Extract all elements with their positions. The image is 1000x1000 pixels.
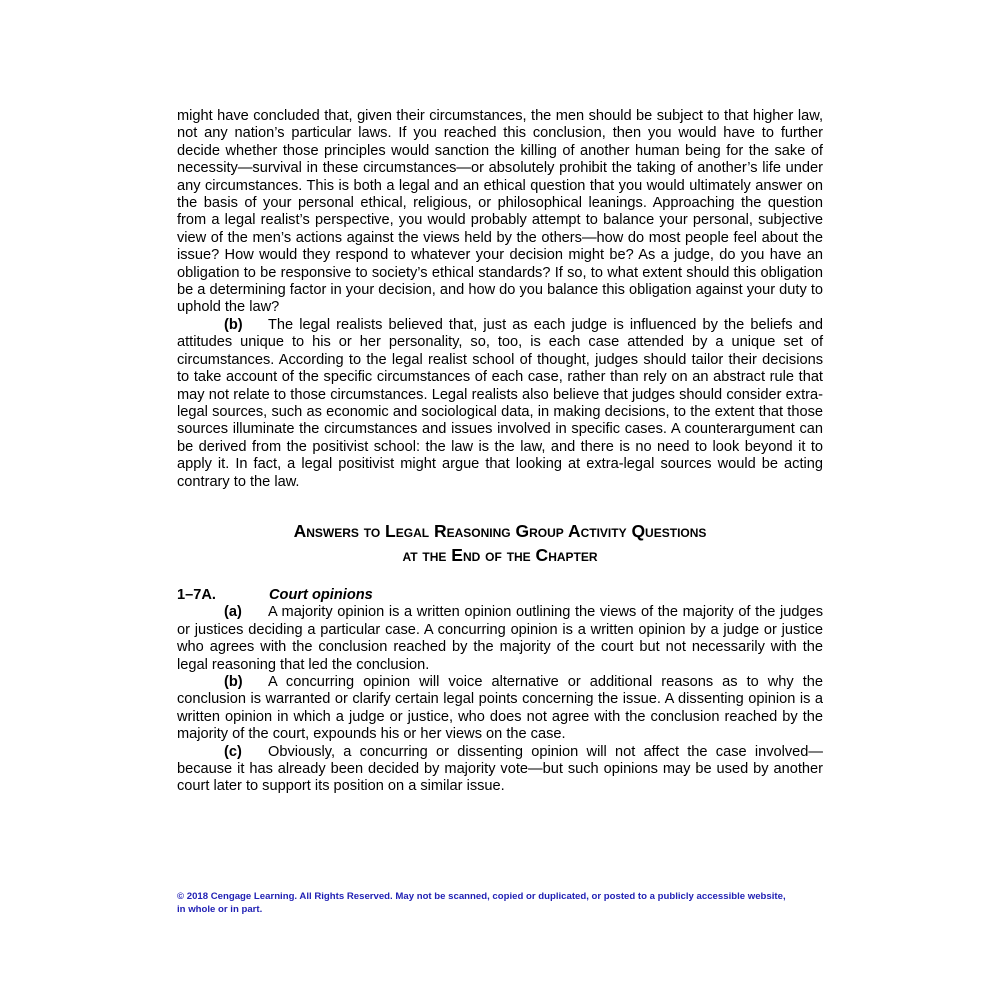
section-heading-line1: Answers to Legal Reasoning Group Activity Questions bbox=[293, 520, 707, 541]
answer-part-a-text: A majority opinion is a written opinion outlining the views of the majority of the judges or justices deciding a particular case. A concurring opinion is a written opinion by a judge or justice who agrees with the conclusion reached by the majority of the court but not necessarily with the legal reasoning that led the conclusion. bbox=[177, 604, 823, 673]
answer-part-c bbox=[177, 744, 823, 796]
answer-part-b-text: A concurring opinion will voice alternative or additional reasons as to why the conclusion is warranted or clarify certain legal points concerning the issue. A dissenting opinion is a written opinion in which a judge or justice, who does not agree with the conclusion reached by the majority of the court, expounds his or her views on the case. bbox=[177, 673, 823, 743]
answer-part-a-marker: (a) bbox=[224, 604, 242, 621]
copyright-line1: © 2018 Cengage Learning. All Rights Reserved. May not be scanned, copied or duplicated, or posted to a publicly accessible website, bbox=[177, 891, 786, 902]
answer-part-b bbox=[177, 674, 823, 744]
question-number: 1–7A. bbox=[177, 586, 216, 603]
question-title-row bbox=[177, 587, 823, 604]
intro-part-b bbox=[177, 317, 823, 491]
copyright-line2: in whole or in part. bbox=[177, 903, 263, 915]
part-b-text: The legal realists believed that, just as each judge is influenced by the beliefs and attitudes unique to his or her personality, so, too, is each case attended by a unique set of circumstances. According to the legal realist school of thought, judges should tailor their decisions to take account of the specific circumstances of each case, rather than rely on an abstract rule that may not relate to those circumstances. Legal realists also believe that judges should consider extra-legal sources, such as economic and sociological data, in making decisions, to the extent that those sources illuminate the circumstances and issues involved in specific cases. A counterargument can be derived from the positivist school: the law is the law, and there is no need to look beyond it to apply it. In fact, a legal positivist might argue that looking at extra-legal sources would be acting contrary to the law. bbox=[177, 316, 823, 490]
copyright-footer bbox=[177, 891, 837, 916]
section-heading-line2: at the End of the Chapter bbox=[402, 544, 598, 565]
intro-paragraph: might have concluded that, given their circumstances, the men should be subject to that higher law, not any nation’s particular laws. If you reached this conclusion, then you would have to further decide whether those principles would sanction the killing of another human being for the sake of necessity—survival in these circumstances—or absolutely prohibit the taking of another’s life under any circumstances. This is both a legal and an ethical question that you would ultimately answer on the basis of your personal ethical, religious, or philosophical leanings. Approaching the question from a legal realist’s perspective, you would probably attempt to balance your personal, subjective view of the men’s actions against the views held by the others—how do most people feel about the issue? How would they respond to whatever your decision might be? As a judge, do you have an obligation to be responsive to society’s ethical standards? If so, to what extent should this obligation be a determining factor in your decision, and how do you balance this obligation against your duty to uphold the law? bbox=[177, 108, 823, 316]
part-b-marker: (b) bbox=[224, 316, 243, 333]
answer-part-b-marker: (b) bbox=[224, 673, 243, 690]
answer-part-c-text: Obviously, a concurring or dissenting opinion will not affect the case involved—because it has already been decided by majority vote—but such opinions may be used by another court later to support its position on a similar issue. bbox=[177, 743, 823, 795]
question-title: Court opinions bbox=[269, 586, 373, 603]
section-heading bbox=[177, 519, 823, 567]
answer-part-c-marker: (c) bbox=[224, 743, 242, 760]
answer-part-a bbox=[177, 604, 823, 674]
document-body bbox=[177, 108, 823, 796]
